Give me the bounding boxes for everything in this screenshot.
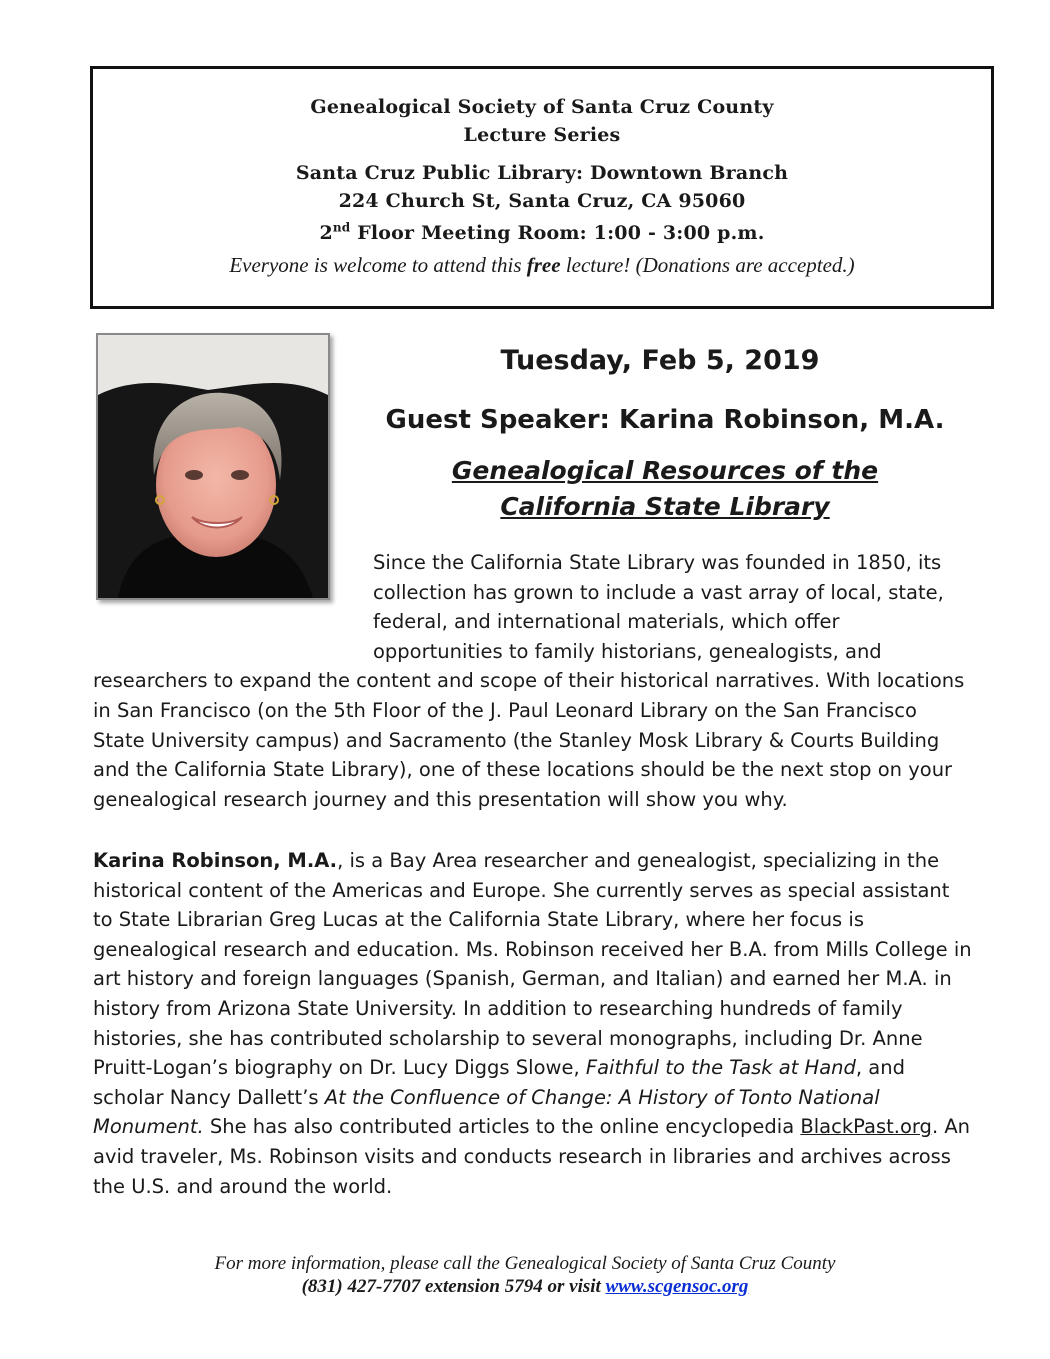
- footer-line-2: (831) 427-7707 extension 5794 or visit www.scgensoc.org: [301, 1276, 749, 1297]
- venue-address: 224 Church St, Santa Cruz, CA 95060: [338, 190, 746, 212]
- venue-name: Santa Cruz Public Library: Downtown Branch: [295, 162, 789, 184]
- blackpast-link[interactable]: BlackPast.org: [800, 1115, 932, 1139]
- event-date: Tuesday, Feb 5, 2019: [500, 345, 820, 376]
- abstract-text: Since the California State Library was founded in 1850, its collection has grown to include a vast array of local, state, federal, and international materials, which offer opportunities to family historians, genealogists, and researchers to expand the content and scope of their historical narratives. With locations in San Francisco (on the 5th Floor of the J. Paul Leonard Library on the San Francisco State University campus) and Sacramento (the Stanley Mosk Library & Courts Building and the California State Library), one of these locations should be the next stop on your genealogical research journey and this presentation will show you why.: [93, 551, 965, 811]
- bio-name: Karina Robinson, M.A.: [93, 849, 338, 872]
- org-name: Genealogical Society of Santa Cruz County: [310, 96, 774, 118]
- welcome-note: Everyone is welcome to attend this free lecture! (Donations are accepted.): [229, 253, 855, 277]
- footer: [0, 1252, 1050, 1298]
- speaker-bio: Karina Robinson, M.A., is a Bay Area researcher and genealogist, specializing in the historical content of the Americas and Europe. She currently serves as special assistant to State Librarian Greg Lucas at the California State Library, where her focus is genealogical research and education. Ms. Robinson received her B.A. from Mills College in art history and foreign languages (Spanish, German, and Italian) and earned her M.A. in history from Arizona State University. In addition to researching hundreds of family histories, she has contributed scholarship to several monographs, including Dr. Anne Pruitt-Logan’s biography on Dr. Lucy Diggs Slowe, Faithful to the Task at Hand, and scholar Nancy Dallett’s At the Confluence of Change: A History of Tonto National Monument. She has also contributed articles to the online encyclopedia BlackPast.org. An avid traveler, Ms. Robinson visits and conducts research in libraries and archives across the U.S. and around the world.: [93, 849, 972, 1198]
- talk-title-line-2: California State Library: [500, 492, 830, 521]
- book-title-1: Faithful to the Task at Hand: [585, 1056, 856, 1080]
- guest-speaker: Guest Speaker: Karina Robinson, M.A.: [385, 405, 945, 435]
- book-title-2: At the Confluence of Change: A History of Tonto National Monument.: [93, 1085, 880, 1139]
- footer-line-1: For more information, please call the Genealogical Society of Santa Cruz County: [214, 1253, 836, 1274]
- talk-title-line-1: Genealogical Resources of the: [451, 456, 879, 485]
- series-name: Lecture Series: [463, 124, 621, 146]
- talk-title: [340, 453, 990, 525]
- header-box: [90, 66, 994, 309]
- talk-abstract: [93, 548, 973, 814]
- website-link[interactable]: www.scgensoc.org: [605, 1276, 749, 1297]
- meeting-room: 2nd Floor Meeting Room: 1:00 - 3:00 p.m.: [319, 220, 765, 244]
